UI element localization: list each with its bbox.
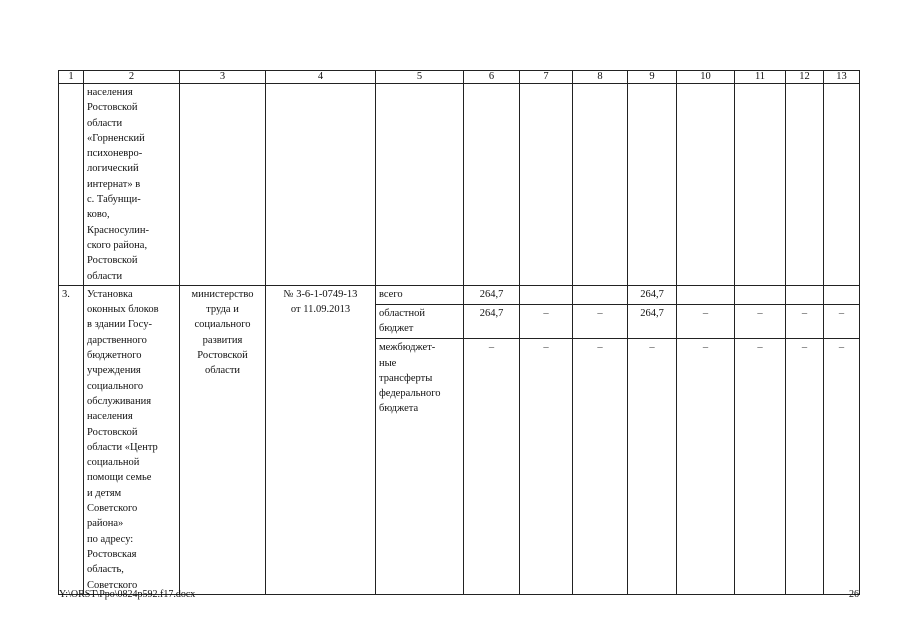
- cont-cell-11: [735, 84, 786, 286]
- value-cell: 264,7: [464, 285, 520, 304]
- value-cell: 264,7: [628, 285, 677, 304]
- footer-file-path: Y:\ORST\Ppo\0824p592.f17.docx: [59, 589, 196, 600]
- value-cell: –: [573, 339, 628, 595]
- value-cell: 264,7: [628, 304, 677, 339]
- value-cell: [573, 285, 628, 304]
- value-cell: –: [735, 304, 786, 339]
- value-cell: –: [786, 339, 824, 595]
- value-cell: [824, 285, 860, 304]
- cont-cell-6: [464, 84, 520, 286]
- column-number-row: [59, 71, 860, 84]
- value-cell: –: [677, 304, 735, 339]
- cont-cell-4: [266, 84, 376, 286]
- cont-cell-1: [59, 84, 84, 286]
- col-header-13: 13: [824, 71, 860, 84]
- page-number: 26: [849, 589, 859, 600]
- cont-institution-text: населения Ростовской области «Горненский психоневро- логический интернат» в с. Табунщи- ково, Красносулин- ского района, Ростовской области: [84, 84, 180, 286]
- budget-table: [58, 70, 860, 595]
- col-header-1: 1: [59, 71, 84, 84]
- cont-cell-5: [376, 84, 464, 286]
- value-cell: [677, 285, 735, 304]
- value-cell: –: [520, 304, 573, 339]
- item-number: 3.: [59, 285, 84, 594]
- document-number: № 3-6-1-0749-13 от 11.09.2013: [266, 285, 376, 594]
- col-header-3: 3: [180, 71, 266, 84]
- cont-cell-3: [180, 84, 266, 286]
- col-header-9: 9: [628, 71, 677, 84]
- value-cell: [520, 285, 573, 304]
- col-header-7: 7: [520, 71, 573, 84]
- col-header-8: 8: [573, 71, 628, 84]
- col-header-11: 11: [735, 71, 786, 84]
- col-header-4: 4: [266, 71, 376, 84]
- funding-source: областной бюджет: [376, 304, 464, 339]
- responsible-ministry: министерство труда и социального развития Ростовской области: [180, 285, 266, 594]
- value-cell: –: [786, 304, 824, 339]
- value-cell: –: [628, 339, 677, 595]
- continuation-row: [59, 84, 860, 286]
- col-header-12: 12: [786, 71, 824, 84]
- value-cell: [786, 285, 824, 304]
- item-3-row-total: [59, 285, 860, 304]
- funding-source: межбюджет- ные трансферты федерального бюджета: [376, 339, 464, 595]
- value-cell: –: [677, 339, 735, 595]
- value-cell: 264,7: [464, 304, 520, 339]
- value-cell: –: [824, 339, 860, 595]
- col-header-10: 10: [677, 71, 735, 84]
- value-cell: –: [573, 304, 628, 339]
- value-cell: –: [464, 339, 520, 595]
- value-cell: [735, 285, 786, 304]
- value-cell: –: [824, 304, 860, 339]
- value-cell: –: [520, 339, 573, 595]
- col-header-2: 2: [84, 71, 180, 84]
- cont-cell-9: [628, 84, 677, 286]
- col-header-5: 5: [376, 71, 464, 84]
- cont-cell-7: [520, 84, 573, 286]
- col-header-6: 6: [464, 71, 520, 84]
- item-name: Установка оконных блоков в здании Госу- дарственного бюджетного учреждения социального обслуживания населения Ростовской области «Центр социальной помощи семье и детям Советского района» по адресу: Ростовская область, Советского: [84, 285, 180, 594]
- cont-cell-10: [677, 84, 735, 286]
- value-cell: –: [735, 339, 786, 595]
- cont-cell-12: [786, 84, 824, 286]
- cont-cell-8: [573, 84, 628, 286]
- funding-source: всего: [376, 285, 464, 304]
- cont-cell-13: [824, 84, 860, 286]
